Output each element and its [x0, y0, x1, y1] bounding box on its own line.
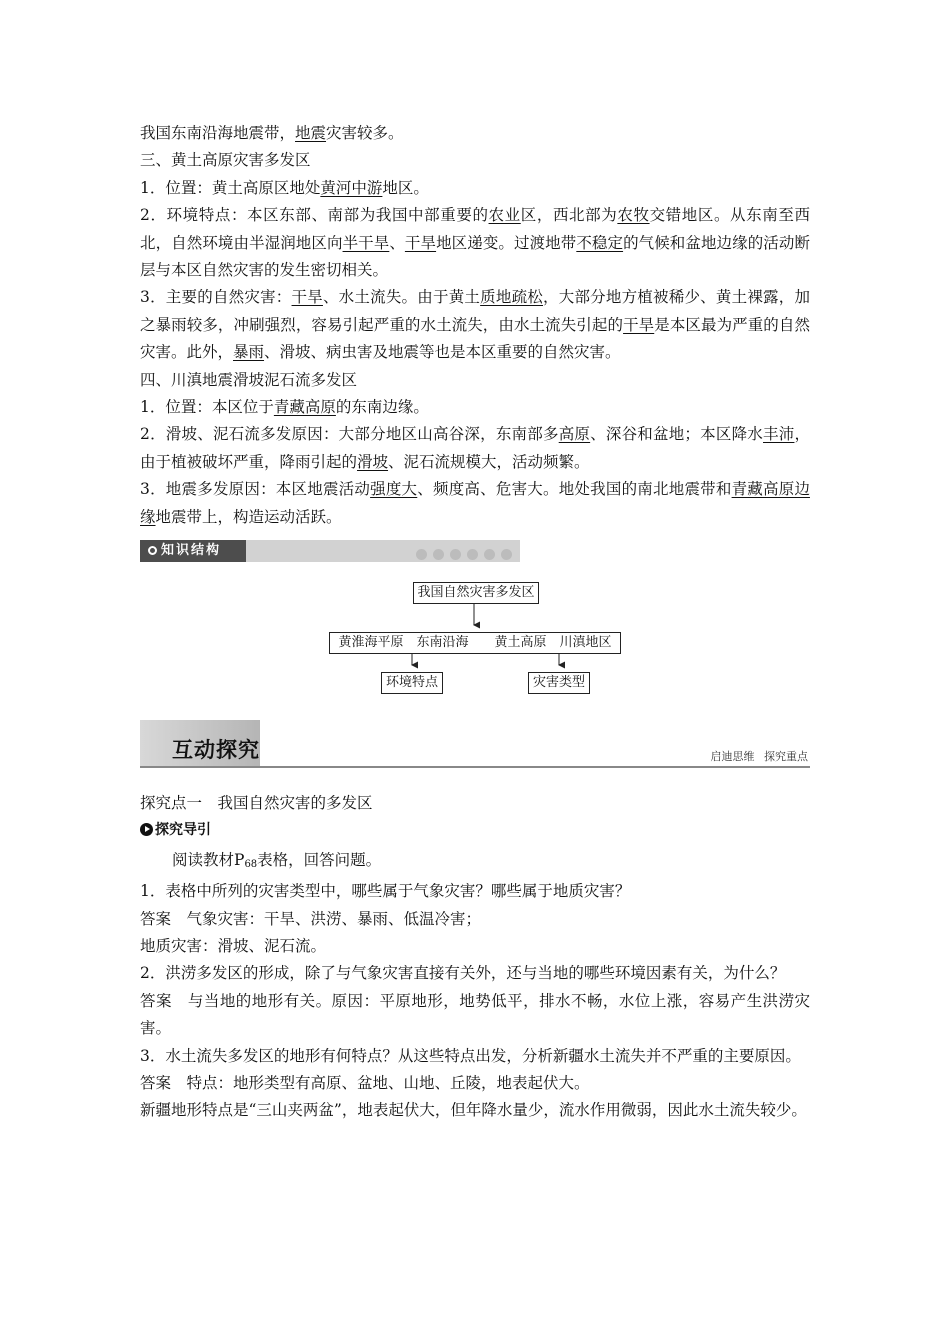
paragraph: 我国东南沿海地震带，地震灾害较多。	[140, 124, 404, 142]
heading-sichuan: 四、川滇地震滑坡泥石流多发区	[140, 370, 358, 389]
inquiry-point: 探究点一 我国自然灾害的多发区	[140, 794, 373, 812]
heading-loess: 三、黄土高原灾害多发区	[140, 151, 311, 170]
decorative-dots	[410, 545, 512, 564]
answer-3a: 答案 特点：地形类型有高原、盆地、山地、丘陵，地表起伏大。	[140, 1074, 590, 1093]
play-icon	[140, 823, 153, 836]
paragraph: 3．地震多发原因：本区地震活动强度大、频度高、危害大。地处我国的南北地震带和青藏高原边缘地震带上，构造运动活跃。	[140, 480, 810, 526]
diagram-regions-box: 黄淮海平原 东南沿海 黄土高原 川滇地区	[329, 632, 621, 654]
paragraph: 1．位置：本区位于青藏高原的东南边缘。	[140, 398, 429, 417]
diagram-environment-box: 环境特点	[381, 672, 443, 694]
circle-icon	[148, 546, 157, 555]
section-header	[140, 720, 810, 770]
diagram-root-box: 我国自然灾害多发区	[413, 582, 539, 604]
question-2: 2．洪涝多发区的形成，除了与气象灾害直接有关外，还与当地的哪些环境因素有关，为什么？	[140, 964, 786, 983]
inquiry-block	[140, 790, 810, 1125]
section-title: 互动探究	[172, 738, 260, 762]
paragraph: 3．主要的自然灾害：干旱、水土流失。由于黄土质地疏松，大部分地方植被稀少、黄土裸露，加之暴雨较多，冲刷强烈，容易引起严重的水土流失，由水土流失引起的干旱是本区最为严重的自然灾害。此外，暴雨、滑坡、病虫害及地震等也是本区重要的自然灾害。	[140, 288, 810, 362]
intro-line: 阅读教材$P_{68}$表格，回答问题。	[172, 850, 382, 870]
banner-label: 知识结构	[140, 540, 246, 562]
answer-1b: 地质灾害：滑坡、泥石流。	[140, 937, 327, 956]
paragraph: 2．滑坡、泥石流多发原因：大部分地区山高谷深，东南部多高原、深谷和盆地；本区降水丰沛，由于植被破坏严重，降雨引起的滑坡、泥石流规模大，活动频繁。	[140, 425, 810, 471]
answer-3b: 新疆地形特点是“三山夹两盆”，地表起伏大，但年降水量少，流水作用微弱，因此水土流失较少。	[140, 1101, 807, 1120]
section-subtitle: 启迪思维 探究重点	[710, 750, 808, 763]
guide-heading: 探究导引	[140, 817, 810, 844]
paragraph: 2．环境特点：本区东部、南部为我国中部重要的农业区，西北部为农牧交错地区。从东南至西北，自然环境由半湿润地区向半干旱、干旱地区递变。过渡地带不稳定的气候和盆地边缘的活动断层与本区自然灾害的发生密切相关。	[140, 206, 810, 280]
question-3: 3．水土流失多发区的地形有何特点？从这些特点出发，分析新疆水土流失并不严重的主要原因。	[140, 1046, 801, 1065]
divider	[140, 766, 810, 768]
top-text-block	[140, 120, 810, 531]
question-1: 1．表格中所列的灾害类型中，哪些属于气象灾害？哪些属于地质灾害？	[140, 882, 631, 901]
answer-2: 答案 与当地的地形有关。原因：平原地形，地势低平，排水不畅，水位上涨，容易产生洪涝灾害。	[140, 991, 810, 1038]
answer-1a: 答案 气象灾害：干旱、洪涝、暴雨、低温冷害；	[140, 909, 482, 928]
knowledge-structure-banner	[140, 540, 520, 562]
paragraph: 1．位置：黄土高原区地处黄河中游地区。	[140, 178, 429, 197]
diagram-disaster-box: 灾害类型	[528, 672, 590, 694]
